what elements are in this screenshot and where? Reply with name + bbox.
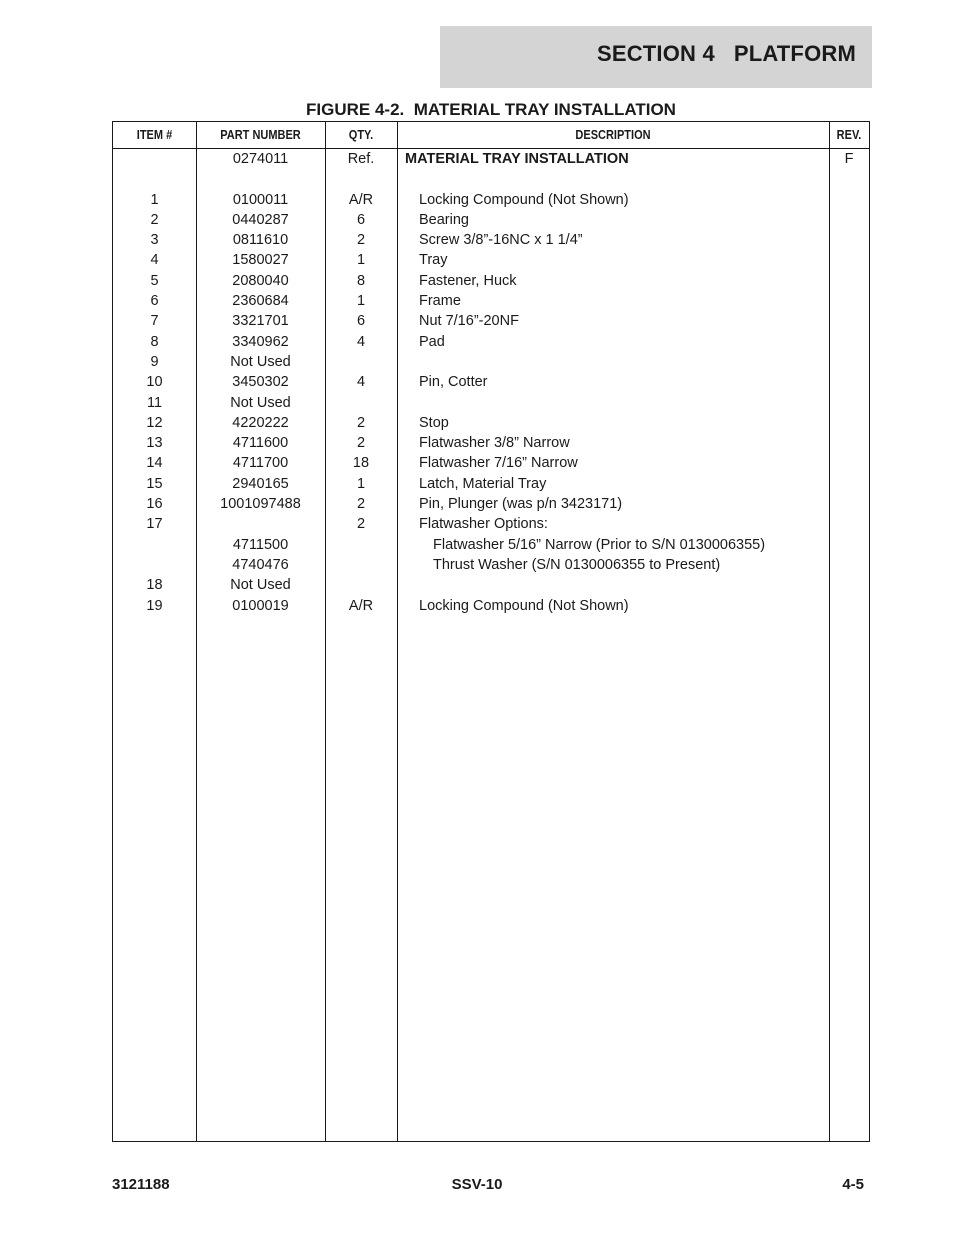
table-row [113, 230, 869, 250]
item-number-cell: 15 [146, 475, 163, 492]
table-row [113, 575, 869, 595]
part-number-cell: 2360684 [232, 293, 289, 310]
section-header-band [440, 26, 872, 88]
table-row [113, 332, 869, 352]
part-number-cell: 0274011 [232, 151, 289, 167]
quantity-cell: 2 [356, 435, 366, 452]
column-header-item: ITEM # [136, 128, 173, 142]
quantity-cell: 1 [356, 252, 366, 269]
table-row [113, 596, 869, 616]
description-cell: Frame [419, 293, 461, 310]
item-number-cell: 7 [150, 313, 159, 330]
part-number-cell: 4220222 [232, 414, 289, 431]
part-number-cell: 0811610 [232, 232, 289, 249]
description-cell: MATERIAL TRAY INSTALLATION [405, 151, 629, 167]
part-number-cell: 3450302 [232, 374, 289, 391]
item-number-cell: 6 [150, 293, 159, 310]
table-row [113, 190, 869, 210]
table-row [113, 453, 869, 473]
table-row [113, 291, 869, 311]
item-number-cell: 19 [146, 597, 163, 614]
part-number-cell: 3321701 [232, 313, 289, 330]
figure-title: FIGURE 4-2. MATERIAL TRAY INSTALLATION [306, 100, 676, 119]
parts-table [112, 121, 870, 1142]
quantity-cell: 2 [356, 496, 366, 513]
part-number-cell: 4711600 [232, 435, 289, 452]
table-row [113, 149, 869, 169]
description-cell: Pin, Cotter [419, 374, 488, 391]
column-header-description: DESCRIPTION [575, 128, 651, 142]
description-cell: Flatwasher Options: [419, 516, 548, 533]
description-cell: Locking Compound (Not Shown) [419, 191, 629, 208]
quantity-cell: 18 [352, 455, 370, 472]
description-cell: Screw 3/8”-16NC x 1 1/4” [419, 232, 583, 249]
part-number-cell: 2080040 [232, 272, 289, 289]
item-number-cell: 8 [150, 333, 159, 350]
part-number-cell: 4740476 [232, 556, 289, 573]
quantity-cell: Ref. [347, 151, 375, 167]
table-row [113, 250, 869, 270]
item-number-cell: 10 [146, 374, 163, 391]
item-number-cell: 4 [150, 252, 159, 269]
table-row [113, 555, 869, 575]
description-cell: Thrust Washer (S/N 0130006355 to Present) [433, 556, 721, 573]
description-cell: Locking Compound (Not Shown) [419, 597, 629, 614]
description-cell: Flatwasher 7/16” Narrow [419, 455, 578, 472]
quantity-cell: 8 [356, 272, 366, 289]
item-number-cell: 2 [150, 211, 159, 228]
table-row [113, 271, 869, 291]
description-cell: Nut 7/16”-20NF [419, 313, 519, 330]
description-cell: Pad [419, 333, 445, 350]
part-number-cell: 0100011 [232, 191, 289, 208]
description-cell: Flatwasher 3/8” Narrow [419, 435, 570, 452]
quantity-cell: 2 [356, 516, 366, 533]
description-cell: Latch, Material Tray [419, 475, 547, 492]
column-header-rev: REV. [836, 128, 862, 142]
quantity-cell: A/R [348, 191, 374, 208]
part-number-cell: 1001097488 [220, 496, 301, 513]
table-row [113, 352, 869, 372]
quantity-cell: 4 [356, 333, 366, 350]
part-number-cell: Not Used [230, 577, 291, 594]
footer-doc-number: 3121188 [112, 1176, 170, 1193]
item-number-cell: 16 [146, 496, 163, 513]
table-row [113, 413, 869, 433]
part-number-cell: 0440287 [232, 211, 289, 228]
table-row [113, 433, 869, 453]
table-row [113, 514, 869, 534]
description-cell: Tray [419, 252, 448, 269]
item-number-cell: 9 [150, 353, 159, 370]
description-cell: Bearing [419, 211, 469, 228]
item-number-cell: 1 [150, 191, 159, 208]
item-number-cell: 14 [146, 455, 163, 472]
part-number-cell: 4711700 [232, 455, 289, 472]
quantity-cell: A/R [348, 597, 374, 614]
part-number-cell: Not Used [230, 394, 291, 411]
item-number-cell: 11 [146, 394, 163, 411]
table-row [113, 210, 869, 230]
part-number-cell: 0100019 [232, 597, 289, 614]
part-number-cell: 3340962 [232, 333, 289, 350]
item-number-cell: 12 [146, 414, 163, 431]
table-row [113, 494, 869, 514]
item-number-cell: 5 [150, 272, 159, 289]
footer-model: SSV-10 [451, 1176, 503, 1193]
table-row [113, 311, 869, 331]
table-row [113, 393, 869, 413]
part-number-cell: 2940165 [232, 475, 289, 492]
item-number-cell: 18 [146, 577, 163, 594]
quantity-cell: 6 [356, 313, 366, 330]
quantity-cell: 4 [356, 374, 366, 391]
part-number-cell: 4711500 [232, 536, 289, 553]
column-header-qty: QTY. [348, 128, 374, 142]
item-number-cell: 17 [146, 516, 163, 533]
description-cell: Stop [419, 414, 449, 431]
section-title: SECTION 4 PLATFORM [596, 41, 856, 66]
part-number-cell: Not Used [230, 353, 291, 370]
description-cell: Fastener, Huck [419, 272, 517, 289]
table-row [113, 474, 869, 494]
quantity-cell: 1 [356, 293, 366, 310]
description-cell: Flatwasher 5/16” Narrow (Prior to S/N 0130006355) [433, 536, 766, 553]
quantity-cell: 2 [356, 414, 366, 431]
revision-cell: F [844, 151, 854, 167]
item-number-cell: 13 [146, 435, 163, 452]
table-body [113, 149, 869, 616]
footer-page-number: 4-5 [842, 1176, 864, 1193]
table-row [113, 372, 869, 392]
quantity-cell: 2 [356, 232, 366, 249]
column-header-part-number: PART NUMBER [220, 128, 301, 142]
table-row [113, 535, 869, 555]
quantity-cell: 1 [356, 475, 366, 492]
description-cell: Pin, Plunger (was p/n 3423171) [419, 496, 623, 513]
table-row [113, 169, 869, 189]
part-number-cell: 1580027 [232, 252, 289, 269]
item-number-cell: 3 [150, 232, 159, 249]
quantity-cell: 6 [356, 211, 366, 228]
